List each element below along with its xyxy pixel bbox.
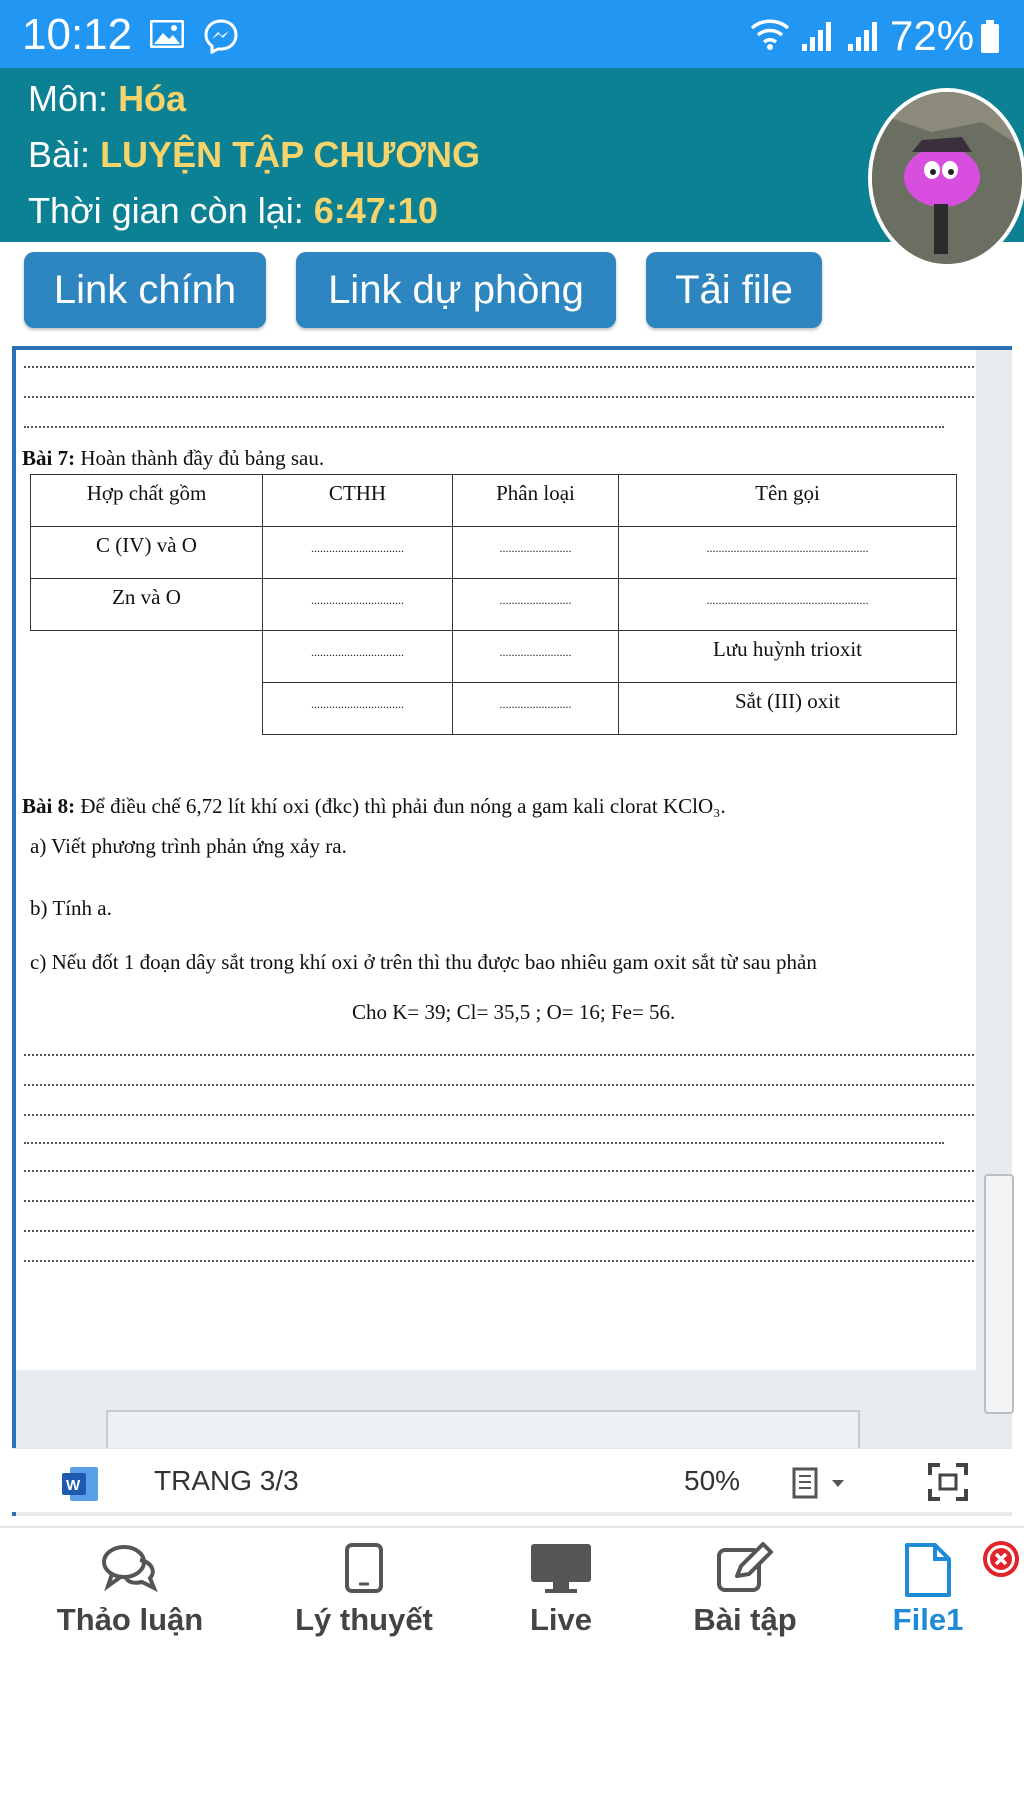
- tab-theory[interactable]: Lý thuyết: [272, 1528, 456, 1652]
- answer-line: [24, 1142, 944, 1144]
- edit-icon: [715, 1542, 775, 1594]
- answer-line: [24, 1054, 974, 1056]
- status-bar: [0, 0, 1024, 68]
- table-row: ............................... ........................ Sắt (III) oxit: [31, 683, 957, 735]
- table-header-row: [31, 475, 957, 527]
- backup-link-button[interactable]: Link dự phòng: [296, 252, 616, 328]
- battery-level: 72%: [890, 12, 975, 59]
- chat-icon: [100, 1542, 160, 1594]
- tab-live[interactable]: Live: [500, 1528, 622, 1652]
- compound-table: [30, 474, 957, 735]
- tab-exercises[interactable]: Bài tập: [660, 1528, 830, 1652]
- answer-line: [24, 1084, 974, 1086]
- tab-discussion[interactable]: Thảo luận: [40, 1528, 220, 1652]
- file-icon: [903, 1542, 953, 1598]
- time-remaining-value: 6:47:10: [313, 190, 438, 231]
- tab-file1[interactable]: File1: [870, 1528, 986, 1652]
- table-row: C (IV) và O ............................... ........................ ......................................................: [31, 527, 957, 579]
- exercise-7-prompt: Bài 7: Hoàn thành đầy đủ bảng sau.: [22, 446, 325, 470]
- word-document-icon: [60, 1465, 100, 1503]
- zoom-level[interactable]: 50%: [684, 1465, 741, 1496]
- given-atomic-masses: Cho K= 39; Cl= 35,5 ; O= 16; Fe= 56.: [352, 1000, 676, 1024]
- bottom-tab-bar: [0, 1526, 1024, 1650]
- time-remaining-line: Thời gian còn lại: 6:47:10: [28, 190, 438, 231]
- table-header: Tên gọi: [619, 475, 957, 527]
- lesson-value: LUYỆN TẬP CHƯƠNG: [100, 134, 480, 175]
- avatar[interactable]: [868, 88, 1024, 268]
- answer-line: [24, 1114, 974, 1116]
- gallery-icon: [150, 20, 184, 48]
- messenger-icon: [203, 18, 239, 54]
- table-header: Phân loại: [453, 475, 619, 527]
- table-row: ............................... ........................ Lưu huỳnh trioxit: [31, 631, 957, 683]
- document-scrollbar[interactable]: [984, 1174, 1014, 1414]
- wifi-icon: [748, 16, 792, 52]
- page-view-dropdown-icon[interactable]: [792, 1467, 856, 1499]
- main-link-button[interactable]: Link chính: [24, 252, 266, 328]
- battery-icon: [980, 20, 1000, 54]
- exercise-8-part-b: b) Tính a.: [30, 896, 112, 920]
- answer-line: [24, 1200, 974, 1202]
- status-time: 10:12: [22, 10, 133, 59]
- answer-line: [24, 366, 974, 368]
- monitor-icon: [529, 1542, 593, 1596]
- answer-line: [24, 1230, 974, 1232]
- close-tab-icon[interactable]: [982, 1540, 1020, 1578]
- table-row: Zn và O ............................... ........................ ......................................................: [31, 579, 957, 631]
- avatar-image: [872, 92, 1024, 268]
- signal-icon: [800, 20, 834, 52]
- svg-text:W: W: [66, 1477, 81, 1494]
- signal-icon: [846, 20, 880, 52]
- lesson-line: Bài: LUYỆN TẬP CHƯƠNG: [28, 134, 480, 175]
- tablet-icon: [344, 1542, 384, 1594]
- subject-line: Môn: Hóa: [28, 78, 187, 119]
- exercise-8-prompt: Bài 8: Để điều chế 6,72 lít khí oxi (đkc) thì phải đun nóng a gam kali clorat KClO₃.: [22, 794, 726, 818]
- viewer-toolbar: [12, 1448, 1012, 1512]
- document-page: [16, 350, 976, 1370]
- answer-line: [24, 1260, 974, 1262]
- table-header: Hợp chất gồm: [31, 475, 263, 527]
- answer-line: [24, 426, 944, 428]
- subject-value: Hóa: [118, 78, 187, 119]
- answer-line: [24, 1170, 974, 1172]
- answer-line: [24, 396, 974, 398]
- document-viewer[interactable]: [12, 346, 1012, 1516]
- page-indicator: TRANG 3/3: [154, 1465, 299, 1496]
- fullscreen-icon[interactable]: [928, 1463, 968, 1501]
- exercise-8-part-c: c) Nếu đốt 1 đoạn dây sắt trong khí oxi ở trên thì thu được bao nhiêu gam oxit sắt từ sau phản: [30, 950, 817, 974]
- table-header: CTHH: [263, 475, 453, 527]
- exercise-8-part-a: a) Viết phương trình phản ứng xảy ra.: [30, 834, 347, 858]
- download-file-button[interactable]: Tải file: [646, 252, 822, 328]
